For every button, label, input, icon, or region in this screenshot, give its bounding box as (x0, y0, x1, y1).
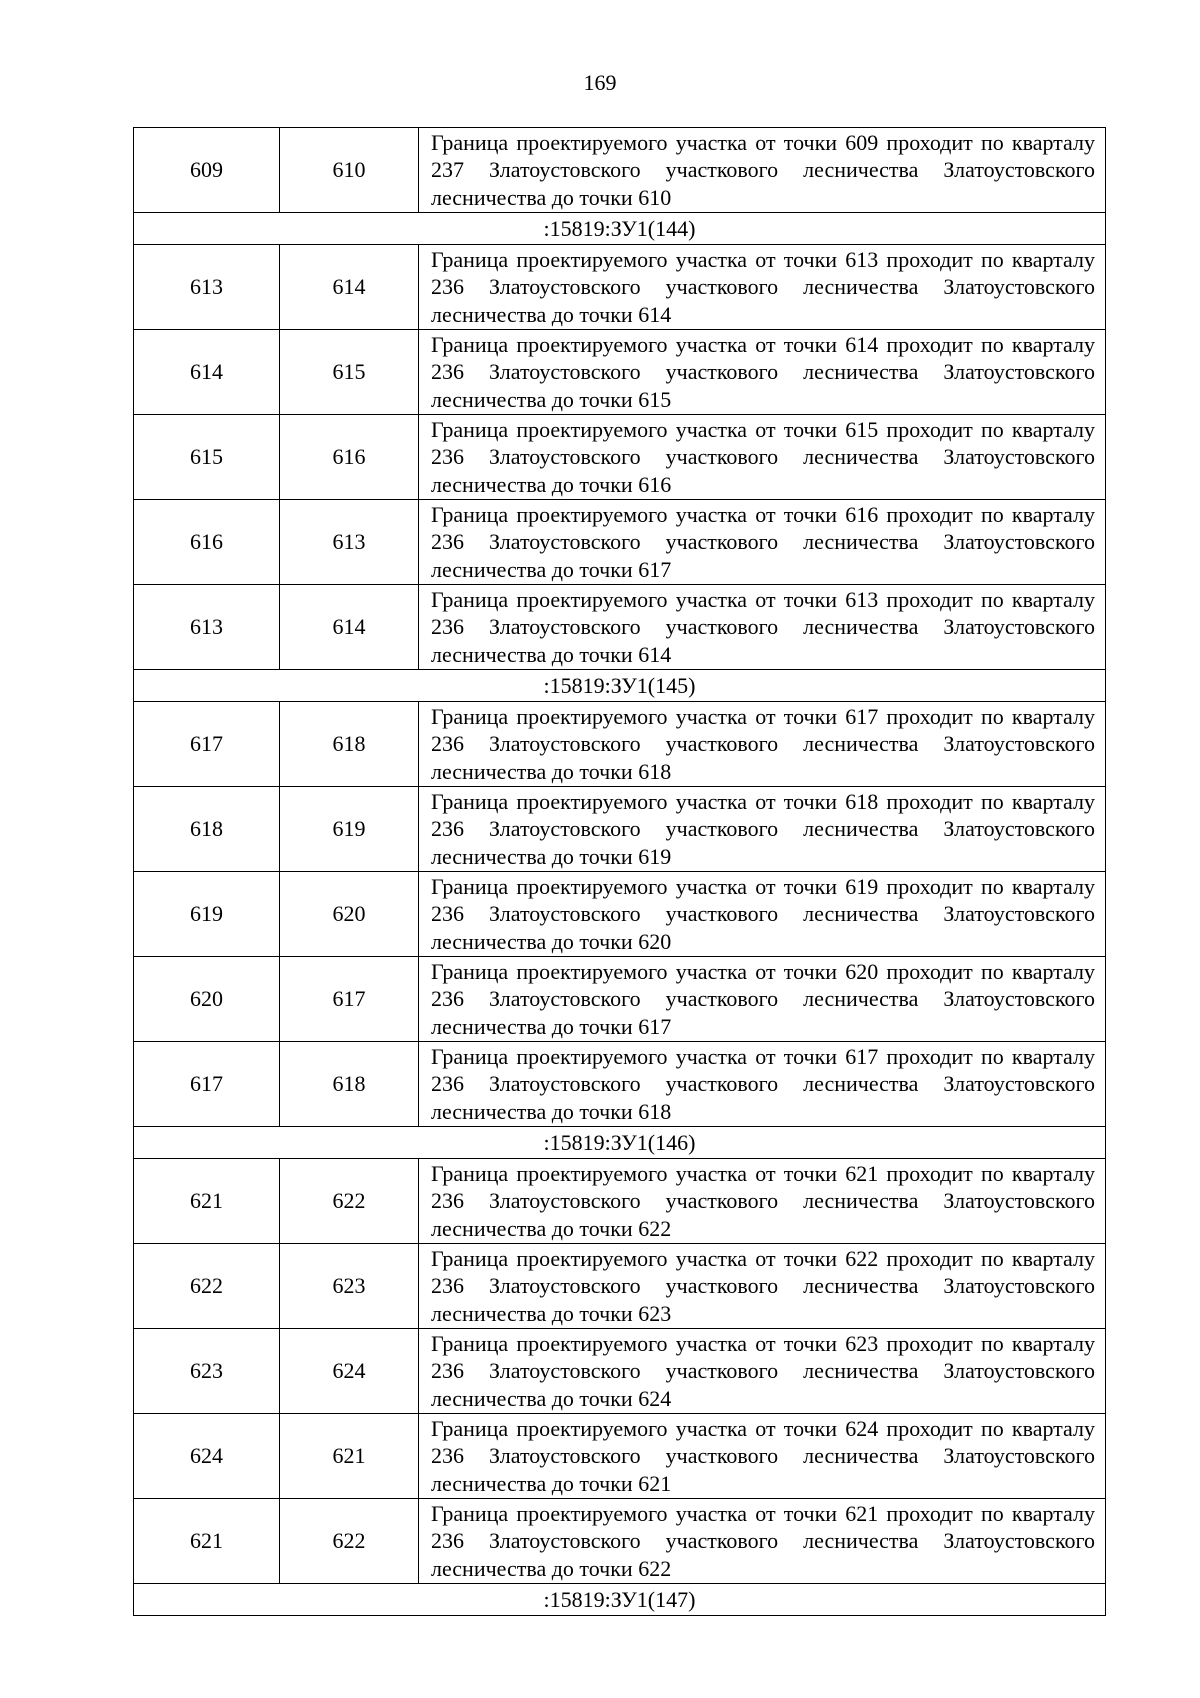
from-point-cell: 622 (134, 1244, 280, 1329)
section-label: :15819:ЗУ1(147) (134, 1584, 1106, 1616)
from-point-cell: 624 (134, 1414, 280, 1499)
description-cell: Граница проектируемого участка от точки 614 проходит по кварталу 236 Златоустовского участкового лесничества Златоустовского лесничества до точки 615 (419, 330, 1106, 415)
table-row (134, 1244, 1106, 1329)
table-row (134, 872, 1106, 957)
to-point-cell: 623 (280, 1244, 419, 1329)
description-cell: Граница проектируемого участка от точки 617 проходит по кварталу 236 Златоустовского участкового лесничества Златоустовского лесничества до точки 618 (419, 1042, 1106, 1127)
section-label: :15819:ЗУ1(145) (134, 670, 1106, 702)
description-cell: Граница проектируемого участка от точки 616 проходит по кварталу 236 Златоустовского участкового лесничества Златоустовского лесничества до точки 617 (419, 500, 1106, 585)
table-row (134, 128, 1106, 213)
boundary-table-body (134, 128, 1106, 1616)
to-point-cell: 618 (280, 1042, 419, 1127)
from-point-cell: 615 (134, 415, 280, 500)
table-row (134, 1042, 1106, 1127)
from-point-cell: 616 (134, 500, 280, 585)
description-cell: Граница проектируемого участка от точки 618 проходит по кварталу 236 Златоустовского участкового лесничества Златоустовского лесничества до точки 619 (419, 787, 1106, 872)
to-point-cell: 610 (280, 128, 419, 213)
section-row (134, 1127, 1106, 1159)
section-row (134, 1584, 1106, 1616)
to-point-cell: 622 (280, 1499, 419, 1584)
from-point-cell: 613 (134, 585, 280, 670)
description-cell: Граница проектируемого участка от точки 623 проходит по кварталу 236 Златоустовского участкового лесничества Златоустовского лесничества до точки 624 (419, 1329, 1106, 1414)
to-point-cell: 618 (280, 702, 419, 787)
table-row (134, 1499, 1106, 1584)
description-cell: Граница проектируемого участка от точки 622 проходит по кварталу 236 Златоустовского участкового лесничества Златоустовского лесничества до точки 623 (419, 1244, 1106, 1329)
from-point-cell: 618 (134, 787, 280, 872)
from-point-cell: 623 (134, 1329, 280, 1414)
description-cell: Граница проектируемого участка от точки 613 проходит по кварталу 236 Златоустовского участкового лесничества Златоустовского лесничества до точки 614 (419, 245, 1106, 330)
to-point-cell: 622 (280, 1159, 419, 1244)
boundary-table (133, 127, 1106, 1616)
section-row (134, 670, 1106, 702)
table-row (134, 415, 1106, 500)
from-point-cell: 617 (134, 1042, 280, 1127)
from-point-cell: 621 (134, 1159, 280, 1244)
description-cell: Граница проектируемого участка от точки 613 проходит по кварталу 236 Златоустовского участкового лесничества Златоустовского лесничества до точки 614 (419, 585, 1106, 670)
from-point-cell: 619 (134, 872, 280, 957)
table-row (134, 500, 1106, 585)
description-cell: Граница проектируемого участка от точки 621 проходит по кварталу 236 Златоустовского участкового лесничества Златоустовского лесничества до точки 622 (419, 1499, 1106, 1584)
to-point-cell: 615 (280, 330, 419, 415)
to-point-cell: 616 (280, 415, 419, 500)
table-row (134, 1159, 1106, 1244)
from-point-cell: 613 (134, 245, 280, 330)
description-cell: Граница проектируемого участка от точки 617 проходит по кварталу 236 Златоустовского участкового лесничества Златоустовского лесничества до точки 618 (419, 702, 1106, 787)
from-point-cell: 621 (134, 1499, 280, 1584)
section-label: :15819:ЗУ1(146) (134, 1127, 1106, 1159)
description-cell: Граница проектируемого участка от точки 619 проходит по кварталу 236 Златоустовского участкового лесничества Златоустовского лесничества до точки 620 (419, 872, 1106, 957)
to-point-cell: 619 (280, 787, 419, 872)
to-point-cell: 614 (280, 585, 419, 670)
page-number: 169 (583, 70, 617, 95)
table-row (134, 245, 1106, 330)
description-cell: Граница проектируемого участка от точки 609 проходит по кварталу 237 Златоустовского участкового лесничества Златоустовского лесничества до точки 610 (419, 128, 1106, 213)
to-point-cell: 620 (280, 872, 419, 957)
table-row (134, 957, 1106, 1042)
to-point-cell: 613 (280, 500, 419, 585)
section-row (134, 213, 1106, 245)
table-row (134, 585, 1106, 670)
table-row (134, 1414, 1106, 1499)
table-row (134, 1329, 1106, 1414)
from-point-cell: 614 (134, 330, 280, 415)
description-cell: Граница проектируемого участка от точки 624 проходит по кварталу 236 Златоустовского участкового лесничества Златоустовского лесничества до точки 621 (419, 1414, 1106, 1499)
to-point-cell: 614 (280, 245, 419, 330)
from-point-cell: 617 (134, 702, 280, 787)
section-label: :15819:ЗУ1(144) (134, 213, 1106, 245)
description-cell: Граница проектируемого участка от точки 615 проходит по кварталу 236 Златоустовского участкового лесничества Златоустовского лесничества до точки 616 (419, 415, 1106, 500)
table-row (134, 787, 1106, 872)
table-row (134, 702, 1106, 787)
description-cell: Граница проектируемого участка от точки 620 проходит по кварталу 236 Златоустовского участкового лесничества Златоустовского лесничества до точки 617 (419, 957, 1106, 1042)
to-point-cell: 621 (280, 1414, 419, 1499)
from-point-cell: 609 (134, 128, 280, 213)
to-point-cell: 617 (280, 957, 419, 1042)
from-point-cell: 620 (134, 957, 280, 1042)
to-point-cell: 624 (280, 1329, 419, 1414)
description-cell: Граница проектируемого участка от точки 621 проходит по кварталу 236 Златоустовского участкового лесничества Златоустовского лесничества до точки 622 (419, 1159, 1106, 1244)
table-row (134, 330, 1106, 415)
